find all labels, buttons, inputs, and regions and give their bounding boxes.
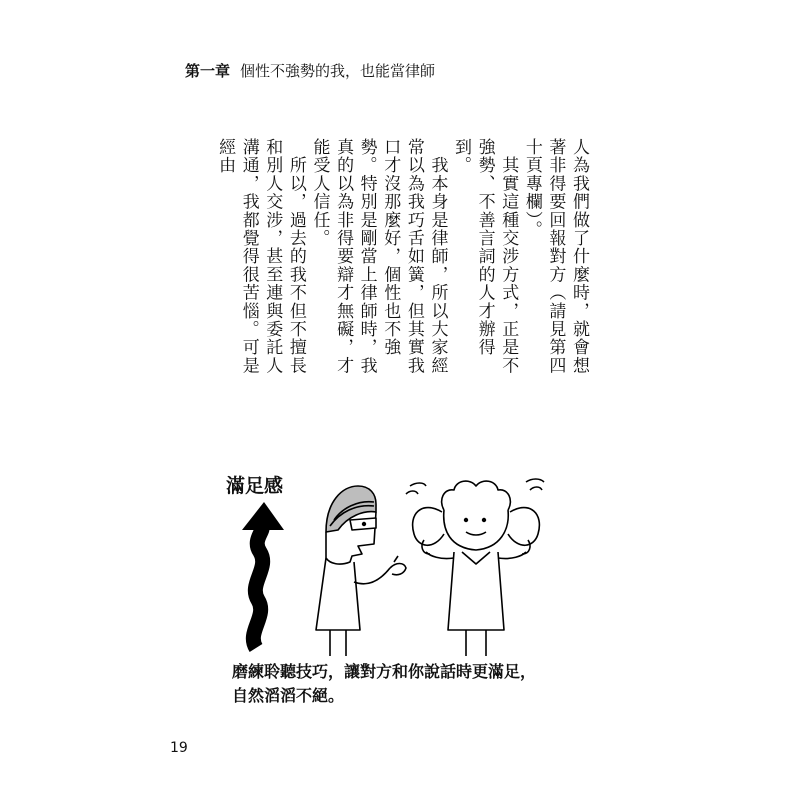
paragraph: 所以，過去的我不但不擅長和別人交涉，甚至連與委託人溝通，我都覺得很苦惱。可是經由 (215, 138, 306, 375)
page-number: 19 (170, 740, 188, 756)
wavy-arrow-up-icon (242, 502, 284, 648)
listener-person-icon (406, 479, 544, 656)
chapter-label: 第一章 (185, 62, 231, 80)
paragraph: 人為我們做了什麼時，就會想著非得要回報對方（請見第四十頁專欄）。 (521, 138, 589, 375)
caption-line: 磨練聆聽技巧，讓對方和你說話時更滿足， (232, 662, 537, 681)
illustration (230, 470, 560, 660)
paragraph: 其實這種交涉方式，正是不強勢、不善言詞的人才辦得到。 (451, 138, 519, 375)
chapter-title: 個性不強勢的我，也能當律師 (240, 62, 436, 80)
satisfaction-label: 滿足感 (226, 475, 284, 497)
speaker-person-icon (316, 486, 406, 656)
caption-line: 自然滔滔不絕。 (232, 686, 345, 705)
chapter-header (185, 60, 435, 81)
body-text (212, 138, 590, 388)
caption (232, 660, 536, 708)
paragraph: 我本身是律師，所以大家經常以為我巧舌如簧，但其實我口才沒那麼好，個性也不強勢。特別是剛當上律師時，我真的以為非得要辯才無礙，才能受人信任。 (309, 138, 448, 375)
